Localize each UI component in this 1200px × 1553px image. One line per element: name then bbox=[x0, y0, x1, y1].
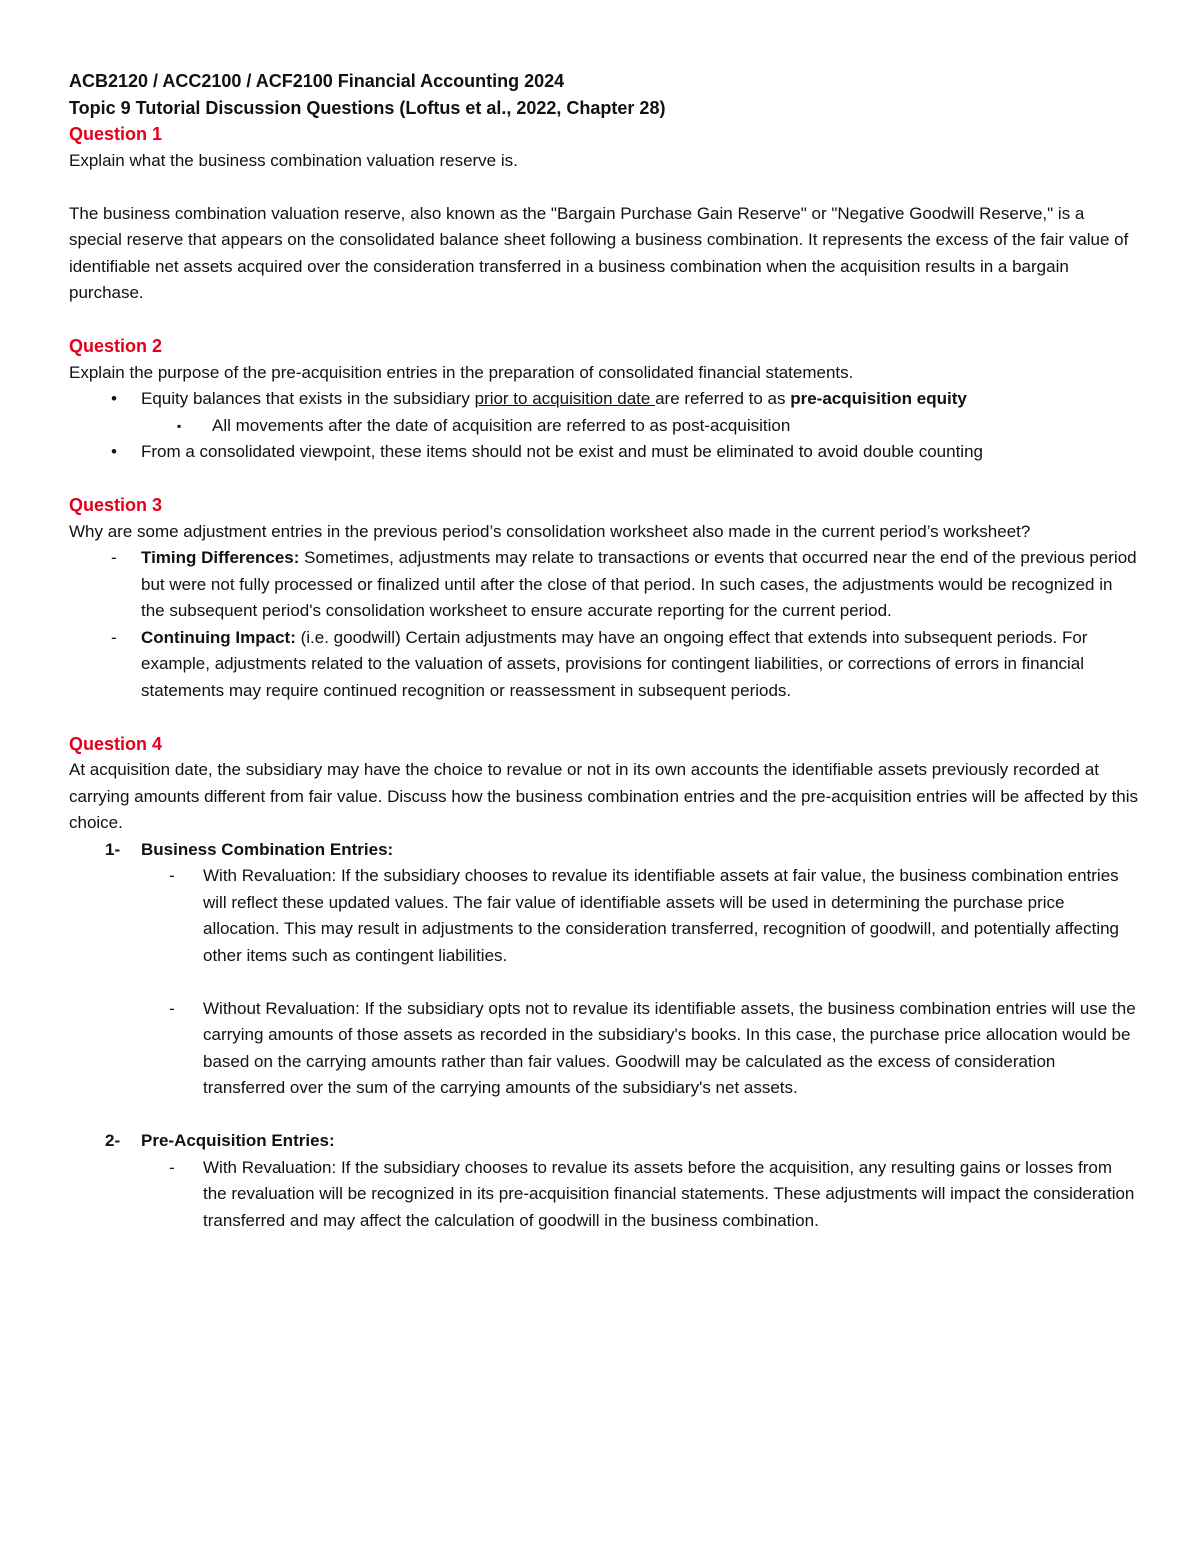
list-item: - Continuing Impact: (i.e. goodwill) Certain adjustments may have an ongoing effect that extends into subsequent periods. For example, adjustments related to the valuation of assets, provisions for contingent liabilities, or corrections of errors in financial statements may require continued recognition or reassessment in subsequent periods. bbox=[69, 625, 1139, 705]
bullet-marker: • bbox=[111, 442, 117, 461]
dash-marker: - bbox=[169, 866, 175, 885]
question-3-list bbox=[69, 545, 1139, 704]
dash-marker: - bbox=[111, 548, 117, 567]
list-item: - Timing Differences: Sometimes, adjustments may relate to transactions or events that occurred near the end of the previous period but were not fully processed or finalized until after the close of that period. In such cases, the adjustments would be recognized in the subsequent period's consolidation worksheet to ensure accurate reporting for the current period. bbox=[69, 545, 1139, 625]
question-1-heading: Question 1 bbox=[69, 124, 163, 144]
question-4-heading: Question 4 bbox=[69, 733, 163, 754]
question-1-prompt: Explain what the business combination valuation reserve is. bbox=[69, 150, 518, 170]
section-heading: 2- Pre-Acquisition Entries: bbox=[105, 1131, 335, 1150]
square-marker: ▪ bbox=[177, 418, 182, 433]
question-2-bullets bbox=[69, 386, 1139, 466]
question-2-prompt: Explain the purpose of the pre-acquisition entries in the preparation of consolidated financial statements. bbox=[69, 362, 854, 382]
list-item: • Equity balances that exists in the subsidiary prior to acquisition date are referred to as pre-acquisition equity bbox=[69, 386, 1139, 413]
question-3-prompt: Why are some adjustment entries in the previous period’s consolidation worksheet also made in the current period’s worksheet? bbox=[69, 521, 1031, 541]
list-item: - Without Revaluation: If the subsidiary opts not to revalue its identifiable assets, the business combination entries will use the carrying amounts of those assets as recorded in the subsidiary's books. In this case, the purchase price allocation would be based on the carrying amounts rather than fair values. Goodwill may be calculated as the excess of consideration transferred over the sum of the carrying amounts of the subsidiary's net assets. bbox=[69, 996, 1139, 1102]
section-heading: 1- Business Combination Entries: bbox=[105, 839, 394, 859]
question-1-answer: The business combination valuation reserve, also known as the "Bargain Purchase Gain Reserve" or "Negative Goodwill Reserve," is a special reserve that appears on the consolidated balance sheet following a business combination. It represents the excess of the fair value of identifiable net assets acquired over the consideration transferred in a business combination when the acquisition results in a bargain purchase. bbox=[69, 203, 1129, 302]
question-4-prompt: At acquisition date, the subsidiary may have the choice to revalue or not in its own accounts the identifiable assets previously recorded at carrying amounts different from fair value. Discuss how the business combination entries and the pre-acquisition entries will be affected by this choice. bbox=[69, 760, 1139, 832]
dash-marker: - bbox=[111, 627, 117, 647]
bullet-marker: • bbox=[111, 389, 117, 408]
list-item: - With Revaluation: If the subsidiary chooses to revalue its identifiable assets at fair value, the business combination entries will reflect these updated values. The fair value of identifiable assets will be used in determining the purchase price allocation. This may result in adjustments to the consideration transferred, recognition of goodwill, and potentially affecting other items such as contingent liabilities. bbox=[69, 863, 1139, 969]
list-item: • From a consolidated viewpoint, these items should not be exist and must be eliminated to avoid double counting bbox=[69, 439, 1139, 466]
question-3-heading: Question 3 bbox=[69, 495, 163, 515]
dash-marker: - bbox=[169, 998, 175, 1018]
dash-marker: - bbox=[169, 1157, 175, 1177]
document-content bbox=[69, 68, 1139, 1234]
topic-title: Topic 9 Tutorial Discussion Questions (Loftus et al., 2022, Chapter 28) bbox=[69, 97, 666, 118]
list-item: - With Revaluation: If the subsidiary chooses to revalue its assets before the acquisition, any resulting gains or losses from the revaluation will be recognized in its pre-acquisition financial statements. These adjustments will impact the consideration transferred and may affect the calculation of goodwill in the business combination. bbox=[69, 1155, 1139, 1235]
course-title: ACB2120 / ACC2100 / ACF2100 Financial Accounting 2024 bbox=[69, 71, 565, 91]
question-2-heading: Question 2 bbox=[69, 336, 163, 356]
list-item: ▪ All movements after the date of acquisition are referred to as post-acquisition bbox=[69, 413, 1139, 440]
